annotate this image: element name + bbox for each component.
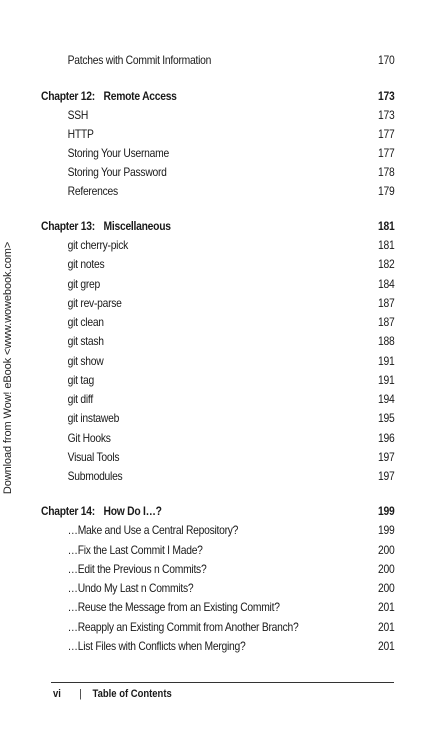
toc-entry-title: …Undo My Last n Commits? — [67, 581, 194, 595]
toc-entry[interactable] — [41, 560, 395, 579]
toc-entry[interactable] — [41, 409, 395, 428]
footer-separator: | — [79, 688, 82, 700]
toc-chapter-page: 181 — [378, 219, 395, 233]
footer-section-title: Table of Contents — [92, 688, 172, 700]
toc-chapter[interactable] — [41, 502, 395, 521]
toc-chapter-heading — [41, 217, 171, 236]
toc-entry-page: 188 — [378, 334, 395, 348]
toc-entry[interactable] — [41, 448, 395, 467]
toc-entry-page: 184 — [378, 277, 395, 291]
footer-divider — [51, 682, 394, 683]
toc-entry-title: git show — [67, 354, 104, 368]
toc-entry-title: HTTP — [67, 127, 94, 141]
toc-entry-title: References — [67, 184, 118, 198]
chapter-number: Chapter 12: — [41, 89, 95, 103]
chapter-title: How Do I…? — [103, 504, 162, 518]
toc-chapter[interactable] — [41, 217, 395, 236]
toc-entry-title: …Fix the Last Commit I Made? — [67, 543, 203, 557]
toc-entry-title: …Reuse the Message from an Existing Commit? — [67, 600, 280, 614]
toc-entry-title: git rev-parse — [67, 296, 122, 310]
toc-entry[interactable] — [41, 371, 395, 390]
toc-entry-title: git notes — [67, 257, 105, 271]
download-watermark-text: Download from Wow! eBook <www.wowebook.com> — [2, 241, 14, 495]
toc-entry-page: 201 — [378, 620, 395, 634]
toc-entry[interactable] — [41, 144, 395, 163]
toc-entry-page: 197 — [378, 450, 395, 464]
toc-entry[interactable] — [41, 236, 395, 255]
toc-entry-page: 201 — [378, 600, 395, 614]
toc-entry-page: 179 — [378, 184, 395, 198]
toc-entry-page: 197 — [378, 469, 395, 483]
toc-entry-page: 170 — [378, 53, 395, 67]
toc-entry-page: 187 — [378, 296, 395, 310]
toc-entry-title: SSH — [67, 108, 89, 122]
toc-chapter-page: 199 — [378, 504, 395, 518]
toc-entry[interactable] — [41, 106, 395, 125]
page-footer — [53, 687, 172, 701]
toc-entry-page: 191 — [378, 373, 395, 387]
toc-entry-page: 199 — [378, 523, 395, 537]
toc-entry-title: git cherry-pick — [67, 238, 129, 252]
toc-entry-title: Visual Tools — [67, 450, 120, 464]
toc-entry[interactable] — [41, 429, 395, 448]
toc-entry[interactable] — [41, 390, 395, 409]
toc-entry-page: 195 — [378, 411, 395, 425]
toc-entry-title: git clean — [67, 315, 104, 329]
toc-entry[interactable] — [41, 579, 395, 598]
toc-entry[interactable] — [41, 598, 395, 617]
toc-entry-page: 178 — [378, 165, 395, 179]
toc-entry-title: Storing Your Password — [67, 165, 167, 179]
toc-entry-page: 194 — [378, 392, 395, 406]
toc-entry-page: 200 — [378, 543, 395, 557]
chapter-number: Chapter 14: — [41, 504, 95, 518]
toc-entry-title: Patches with Commit Information — [67, 53, 212, 67]
toc-entry-page: 200 — [378, 581, 395, 595]
toc-entry-title: …Reapply an Existing Commit from Another Branch? — [67, 620, 299, 634]
toc-entry-page: 182 — [378, 257, 395, 271]
toc-entry-page: 173 — [378, 108, 395, 122]
toc-chapter[interactable] — [41, 87, 395, 106]
toc-entry-page: 187 — [378, 315, 395, 329]
toc-entry[interactable] — [41, 467, 395, 486]
toc-entry-title: Storing Your Username — [67, 146, 169, 160]
toc-entry[interactable] — [41, 637, 395, 656]
toc-chapter-heading — [41, 502, 162, 521]
toc-entry-title: git instaweb — [67, 411, 120, 425]
toc-entry[interactable] — [41, 255, 395, 274]
toc-entry-page: 177 — [378, 127, 395, 141]
toc-entry-page: 181 — [378, 238, 395, 252]
toc-entry-page: 200 — [378, 562, 395, 576]
chapter-title: Miscellaneous — [103, 219, 171, 233]
toc-entry-page: 201 — [378, 639, 395, 653]
chapter-title: Remote Access — [103, 89, 177, 103]
toc-entry[interactable] — [41, 352, 395, 371]
toc-entry[interactable] — [41, 618, 395, 637]
toc-entry-page: 196 — [378, 431, 395, 445]
toc-entry[interactable] — [41, 521, 395, 540]
footer-page-number: vi — [53, 688, 61, 700]
toc-entry[interactable] — [41, 332, 395, 351]
toc-entry-title: …Make and Use a Central Repository? — [67, 523, 239, 537]
toc-chapter-page: 173 — [378, 89, 395, 103]
toc-entry-page: 177 — [378, 146, 395, 160]
toc-entry-title: …Edit the Previous n Commits? — [67, 562, 207, 576]
toc-entry[interactable] — [41, 313, 395, 332]
toc-entry-title: Submodules — [67, 469, 123, 483]
toc-entry[interactable] — [41, 275, 395, 294]
toc-entry-title: git diff — [67, 392, 93, 406]
toc-entry-page: 191 — [378, 354, 395, 368]
toc-entry-title: Git Hooks — [67, 431, 111, 445]
toc-entry[interactable] — [41, 294, 395, 313]
toc-chapter-heading — [41, 87, 177, 106]
toc-entry-title: …List Files with Conflicts when Merging? — [67, 639, 246, 653]
toc-entry[interactable] — [41, 163, 395, 182]
toc-entry[interactable] — [41, 182, 395, 201]
toc-entry-title: git grep — [67, 277, 101, 291]
toc-entry-title: git stash — [67, 334, 104, 348]
toc-entry-title: git tag — [67, 373, 94, 387]
toc-entry[interactable] — [41, 51, 395, 70]
chapter-number: Chapter 13: — [41, 219, 95, 233]
toc-entry[interactable] — [41, 125, 395, 144]
toc-entry[interactable] — [41, 541, 395, 560]
